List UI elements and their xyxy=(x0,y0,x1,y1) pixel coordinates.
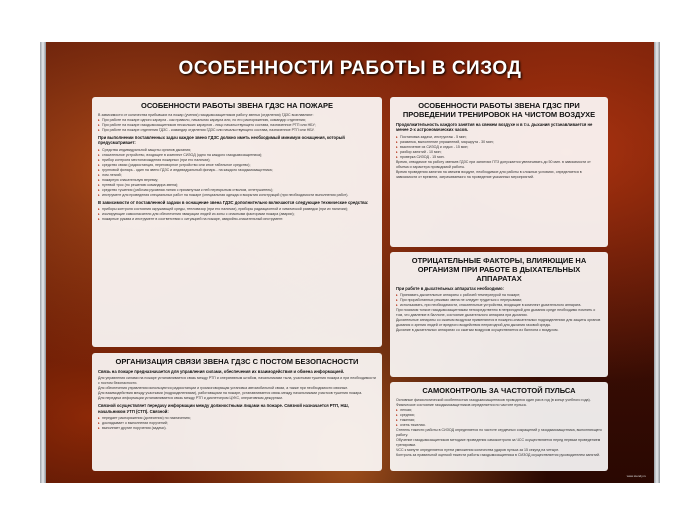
subheading: Продолжительность каждого занятия на свежем воздухе и в т.ч. дыхания устанавливается не менее 2-х астрономических часов. xyxy=(396,122,593,133)
list-item: ▸ спасательное устройство, входящее в комплект СИЗОД (одно на каждого газодымозащитника); xyxy=(98,153,376,158)
list-item: ▸ разбор занятий - 10 мин; xyxy=(396,150,602,155)
list-item: ▸ инструмент для проведения специальных работ на пожаре (специальная одежда и вскрытия конструкций (при необходимости выполнения работ). xyxy=(98,193,376,198)
poster xyxy=(40,42,660,483)
list-item: ▸ пожарные рукава и инструмент в соответствии с ситуацией на пожаре, аварийно-спасательный инструмент. xyxy=(98,217,376,222)
list-item: ▸ приборы контроля состояния окружающей среды, тепловизор (при его наличии), приборы радиационной и химической разведки (при их наличии); xyxy=(98,207,376,212)
text: Для передачи информации устанавливается связь между РТП и диспетчером ЦУКС, оперативным дежурным. xyxy=(98,396,283,401)
list-item: ▸ легкая; xyxy=(396,408,602,413)
subheading: Связь на пожаре предназначается для управления силами, обеспечения их взаимодействия и обмена информацией. xyxy=(98,369,345,374)
panel-heading: ОСОБЕННОСТИ РАБОТЫ ЗВЕНА ГДЗС ПРИ ПРОВЕДЕНИИ ТРЕНИРОВОК НА ЧИСТОМ ВОЗДУХЕ xyxy=(402,101,596,119)
panel-zveno-work xyxy=(92,97,382,347)
text: При носимом тонкое газодымозащитникам непосредственно в непригодной для дыхания среде необходимо помнить о том, что давление в баллоне, состояние дыхательного аппарата при дыхании. xyxy=(396,308,596,318)
text: Дыхательные аппараты со сжатым воздухом применяются в пожарно-спасательных подразделениях для защиты органов дыхания и зрения людей от вредного воздействия непригодной для дыхания газовой среды. xyxy=(396,318,601,328)
list-item: ▸ тяжелая; xyxy=(396,418,602,423)
list-item: ▸ докладывает о выполнении поручений; xyxy=(98,421,376,426)
panel-heading: ОСОБЕННОСТИ РАБОТЫ ЗВЕНА ГДЗС НА ПОЖАРЕ xyxy=(140,101,334,110)
panel-communication xyxy=(92,353,382,471)
list-item: ▸ передает распоряжения (донесения) по назначению; xyxy=(98,416,376,421)
list-item: ▸ изолирующие самоспасатели для обеспечения эвакуации людей из зоны с опасными факторами пожара (аварии); xyxy=(98,212,376,217)
list-item: ▸ разминка, выполнение упражнений, маршрута - 30 мин; xyxy=(396,140,602,145)
panel-heading: САМОКОНТРОЛЬ ЗА ЧАСТОТОЙ ПУЛЬСА xyxy=(422,386,576,395)
list-item: ▸ пожарную спасательную веревку; xyxy=(98,178,376,183)
list-item: ▸ выполняет другие поручения (задачи). xyxy=(98,426,376,431)
list-item: ▸ При работе на пожаре одного караула - как правило, начальник караула или, по его распоряжению, командир отделения; xyxy=(98,118,376,123)
panel-negative-factors xyxy=(390,252,608,377)
list-item: ▸ путевой трос (по решению командира звена); xyxy=(98,183,376,188)
subheading: Связной осуществляет передачу информации между должностными лицами на пожаре. Связной назначается РТП, НШ, начальником УТП (СТП). Связной: xyxy=(98,403,349,414)
text: Время, отводимое на работу звеньев ГДЗС при занятиях ПТЗ допускается увеличивать до 50 мин. в зависимости от объема и характера проводимой работы. xyxy=(396,159,591,169)
list-item: ▸ Принимать дыхательные аппараты с рабочей температурой на пожаре; xyxy=(396,293,602,298)
list-item: ▸ выключение из СИЗОД и отдых - 15 мин; xyxy=(396,145,602,150)
subheading: В зависимости от поставленной задачи в оснащение звена ГДЗС дополнительно включаются следующие технические средства: xyxy=(98,199,369,205)
list-item: ▸ При работе на пожаре газодымозащитников нескольких караулов - лицо начальствующего состава, назначенное РТП или НБУ; xyxy=(98,123,376,128)
footer-url: www.stendy.ru xyxy=(626,474,646,478)
text: В зависимости от количества прибывших на пожар (учения) газодымозащитников работу звенья (отделения) ГДЗС возглавляют: xyxy=(98,113,314,117)
list-item: ▸ средство связи (радиостанция, переговорное устройство или иное табельное средство); xyxy=(98,163,376,168)
text: Для взаимодействия между участками (подразделениями), работающими на пожаре, устанавливается связь между начальниками участков тушения пожара. xyxy=(98,391,363,396)
panel-heading: ОРГАНИЗАЦИЯ СВЯЗИ ЗВЕНА ГДЗС С ПОСТОМ БЕЗОПАСНОСТИ xyxy=(115,357,359,366)
list-item: ▸ При работе на пожаре отделения ГДЗС - командир отделения ГДЗС или начальствующего состава, назначенное РТП или НБУ. xyxy=(98,128,376,133)
list-item: ▸ средство тушения (рабочая рукавная линия с примкнутым к ней перекрытым стволом, огнетушитель); xyxy=(98,188,376,193)
panel-heading: ОТРИЦАТЕЛЬНЫЕ ФАКТОРЫ, ВЛИЯЮЩИЕ НА ОРГАНИЗМ ПРИ РАБОТЕ В ДЫХАТЕЛЬНЫХ АППАРАТАХ xyxy=(411,256,587,283)
text: Для управления силами на пожаре устанавливается связь между РТП и оперативным штабом, начальниками тыла, участками тушения пожара и при необходимости с постом безопасности. xyxy=(98,376,376,386)
list-item: ▸ При проработанных режимах звена не следует трудиться с перерывами; xyxy=(396,298,602,303)
text: Время проведения занятия на свежем воздухе, необходимое для работы в сложных условиях, определяется в зависимости от времени, затрачиваемого на проведение указанных мероприятий. xyxy=(396,169,582,179)
text: Степень тяжести работы в СИЗОД определяется по частоте сердечных сокращений у газодымозащитника, выполняющего работу. xyxy=(396,428,602,437)
list-item: ▸ Средства индивидуальной защиты органов дыхания; xyxy=(98,148,376,153)
subheading: При выполнении поставленных задач каждое звено ГДЗС должно иметь необходимый минимум оснащения, который предусматривает: xyxy=(98,135,345,146)
text: Физическое состояние газодымозащитников определяется по частоте пульса. xyxy=(396,403,527,407)
list-item: ▸ проверка СИЗОД - 15 мин. xyxy=(396,155,602,160)
list-item: ▸ групповой фонарь - один на звено ГДЗС и индивидуальный фонарь - на каждого газодымозащитника; xyxy=(98,168,376,173)
text: Дыхание в дыхательных аппаратах со сжатым воздухом осуществляется из баллона с воздухом. xyxy=(396,328,559,333)
subheading: При работе в дыхательных аппаратах необходимо: xyxy=(396,286,504,291)
text: ЧСС к минуте определяется путем умножения количества ударов пульса за 15 секунд на четыре. xyxy=(396,448,560,452)
poster-rail-right xyxy=(654,42,660,483)
list-item: ▸ Постановка задачи, инструктаж - 5 мин; xyxy=(396,135,602,140)
list-item: ▸ использовать, при необходимости, спасательные устройства, входящие в комплект дыхательного аппарата. xyxy=(396,303,602,308)
panel-pulse-control xyxy=(390,382,608,471)
text: Контроль за правильной оценкой тяжести работы газодымозащитника в СИЗОД осуществляется руководителем занятий. xyxy=(396,453,601,457)
list-item: ▸ очень тяжелая. xyxy=(396,423,602,428)
list-item: ▸ средняя; xyxy=(396,413,602,418)
poster-title: ОСОБЕННОСТИ РАБОТЫ В СИЗОД xyxy=(178,58,522,79)
text: Обучение газодымозащитников методике проведения самоконтроля за ЧСС осуществляется перед первым проведением тренировки. xyxy=(396,438,601,447)
list-item: ▸ прибор контроля местонахождения пожарных (при его наличии); xyxy=(98,158,376,163)
text: Для обеспечения управления используются радиостанции и громкоговорящая установка автомобильной связи, а также при необходимости связные. xyxy=(98,386,349,391)
poster-rail-left xyxy=(40,42,46,483)
panel-training xyxy=(390,97,608,247)
list-item: ▸ лом легкий; xyxy=(98,173,376,178)
text: Основные физиологической особенностью газодымозащитников проводится один раз в год (в конце учебного года). xyxy=(396,398,591,402)
